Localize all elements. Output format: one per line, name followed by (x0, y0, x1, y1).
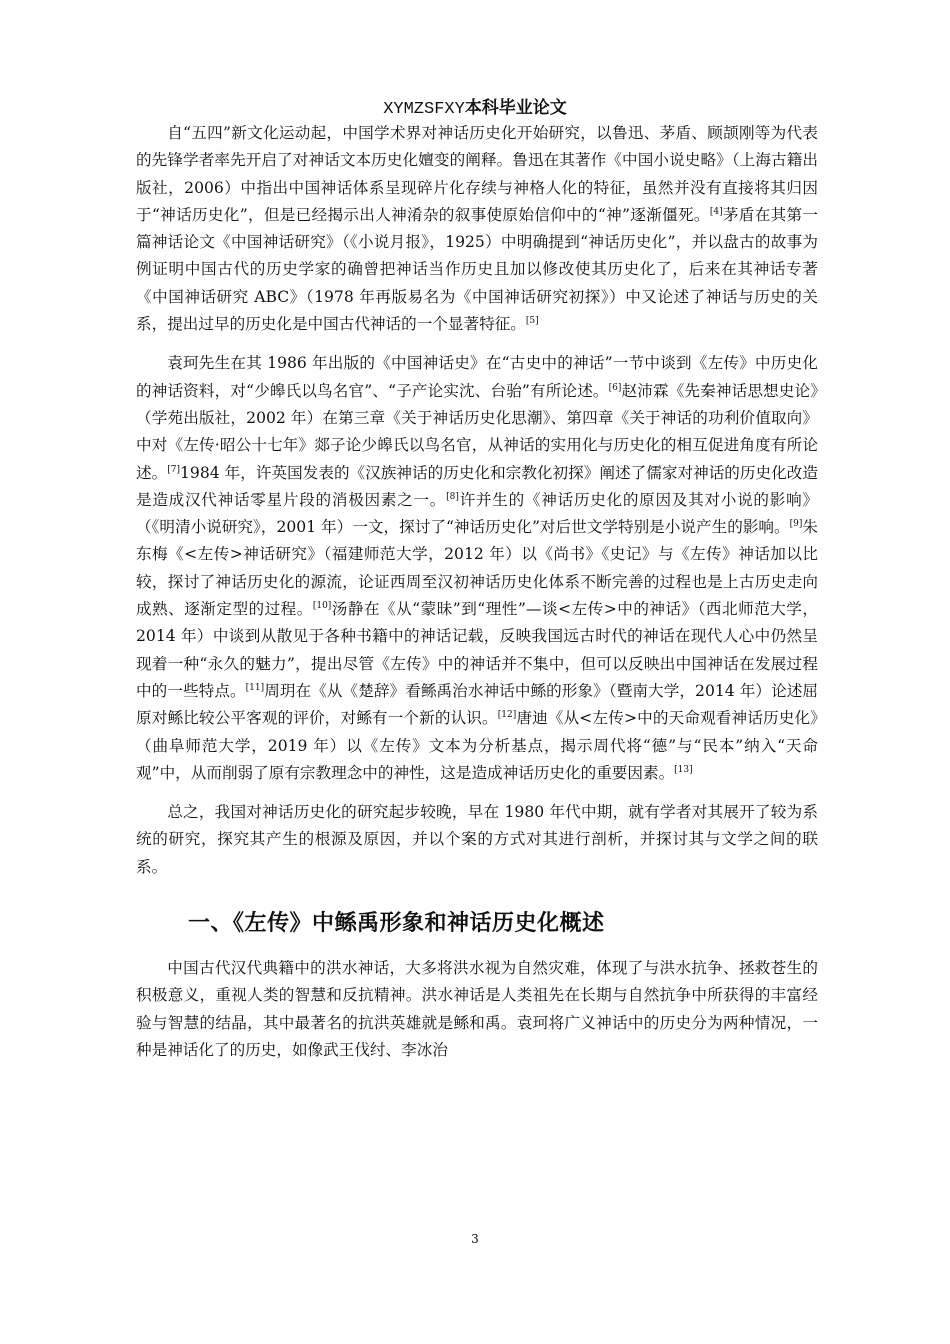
paragraph-text: 许并生的《神话历史化的原因及其对小说的影响》（《明清小说研究》，2001 年）一文，探讨了“神话历史化”对后世文学特别是小说产生的影响。 (136, 490, 818, 537)
page-number: 3 (471, 1232, 479, 1246)
citation: [10] (312, 601, 332, 612)
paragraph-1 (136, 120, 818, 338)
citation: [9] (789, 519, 803, 530)
citation: [6] (608, 382, 622, 393)
paragraph-text: 自“五四”新文化运动起，中国学术界对神话历史化开始研究，以鲁迅、茅盾、顾颉刚等为代表的先锋学者率先开启了对神话文本历史化嬗变的阐释。鲁迅在其著作《中国小说史略》（上海古籍出版社，2006）中指出中国神话体系呈现碎片化存续与神格人化的特征，虽然并没有直接将其归因于“神话历史化”，但是已经揭示出人神淆杂的叙事使原始信仰中的“神”逐渐僵死。 (136, 124, 818, 224)
citation: [5] (525, 316, 539, 327)
paragraph-text: 朱东梅《<左传>神话研究》（福建师范大学，2012 年）以《尚书》《史记》与《左传》神话加以比较，探讨了神话历史化的源流，论证西周至汉初神话历史化体系不断完善的过程也是上古历史走向成熟、逐渐定型的过程。 (136, 518, 818, 619)
paragraph-text: 茅盾在其第一篇神话论文《中国神话研究》（《小说月报》，1925）中明确提到“神话历史化”，并以盘古的故事为例证明中国古代的历史学家的确曾把神话当作历史且加以修改使其历史化了，后来在其神话专著《中国神话研究 ABC》（1978 年再版易名为《中国神话研究初探》）中又论述了神话与历史的关系，提出过早的历史化是中国古代神话的一个显著特征。 (136, 205, 818, 334)
citation: [12] (497, 710, 517, 721)
paragraph-text: 汤静在《从“蒙昧”到“理性”—谈<左传>中的神话》（西北师范大学，2014 年）中谈到从散见于各种书籍中的神话记载，反映我国远古时代的神话在现代人心中仍然呈现着一种“永久的魅力”，提出尽管《左传》中的神话并不集中，但可以反映出中国神话在发展过程中的一些特点。 (136, 600, 818, 700)
paragraph-3: 总之，我国对神话历史化的研究起步较晚，早在 1980 年代中期，就有学者对其展开了较为系统的研究，探究其产生的根源及原因，并以个案的方式对其进行剖析，并探讨其与文学之间的联系。 (136, 803, 818, 876)
paragraph-text: 赵沛霖《先秦神话思想史论》（学苑出版社，2002 年）在第三章《关于神话历史化思潮》、第四章《关于神话的功利价值取向》中对《左传·昭公十七年》郯子论少皞氏以鸟名官，从神话的实用化与历史化的相互促进角度有所论述。 (136, 381, 819, 482)
running-header (0, 96, 950, 122)
paragraph-2 (136, 350, 818, 787)
section-heading: 一、《左传》中鲧禹形象和神话历史化概述 (188, 911, 605, 937)
body-text (136, 120, 818, 1064)
citation: [4] (709, 206, 723, 217)
citation: [11] (245, 682, 265, 693)
paragraph-4: 中国古代汉代典籍中的洪水神话，大多将洪水视为自然灾难，体现了与洪水抗争、拯救苍生的积极意义，重视人类的智慧和反抗精神。洪水神话是人类祖先在长期与自然抗争中所获得的丰富经验与智慧的结晶，其中最著名的抗洪英雄就是鲧和禹。袁珂将广义神话中的历史分为两种情况，一种是神话化了的历史，如像武王伐纣、李冰治 (136, 959, 818, 1059)
paragraph-text: 1984 年，许英国发表的《汉族神话的历史化和宗教化初探》阐述了儒家对神话的历史化改造是造成汉代神话零星片段的消极因素之一。 (136, 463, 818, 509)
paragraph-text: 周玥在《从《楚辞》看鲧禹治水神话中鲧的形象》（暨南大学，2014 年）论述屈原对鲧比较公平客观的评价，对鲧有一个新的认识。 (136, 681, 818, 728)
citation: [13] (674, 764, 693, 775)
paragraph-text: 唐迪《从<左传>中的天命观看神话历史化》（曲阜师范大学，2019 年）以《左传》文本为分析基点，揭示周代将“德”与“民本”纳入“天命观”中，从而削弱了原有宗教理念中的神性，这是造成神话历史化的重要因素。 (136, 709, 818, 782)
paragraph-text: 袁珂先生在其 1986 年出版的《中国神话史》在“古史中的神话”一节中谈到《左传》中历史化的神话资料，对“少皞氏以鸟名官”、“子产论实沈、台骀”有所论述。 (136, 354, 818, 400)
citation: [7] (167, 464, 180, 475)
header-code: XYMZSFXY (383, 100, 465, 119)
citation: [8] (446, 491, 459, 502)
header-title: 本科毕业论文 (464, 98, 567, 118)
